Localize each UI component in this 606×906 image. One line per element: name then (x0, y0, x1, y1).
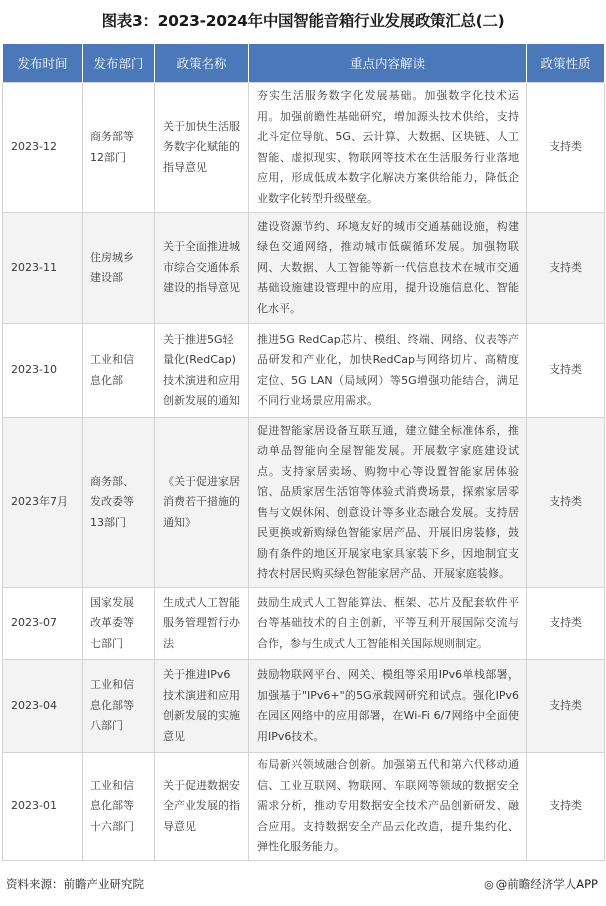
cell-date: 2023-10 (3, 324, 83, 418)
cell-date: 2023-07 (3, 588, 83, 660)
cell-policy: 《关于促进家居消费若干措施的通知》 (155, 418, 249, 588)
cell-policy: 关于加快生活服务数字化赋能的指导意见 (155, 83, 249, 213)
cell-nature: 支持类 (527, 418, 605, 588)
cell-date: 2023-01 (3, 753, 83, 861)
app-credit-label: @前瞻经济学人APP (495, 877, 598, 891)
table-row (3, 753, 605, 861)
qianzhan-logo-icon: ◎ (484, 878, 494, 891)
chart-title: 图表3：2023-2024年中国智能音箱行业发展政策汇总(二) (101, 12, 505, 30)
cell-content: 夯实生活服务数字化发展基础。加强数字化技术运用。加强前瞻性基础研究，增加源头技术供给，支持北斗定位导航、5G、云计算、大数据、区块链、人工智能、虚拟现实、物联网等技术在生活服务行业落地应用，形成低成本数字化解决方案供给能力，降低企业数字化转型升级壁垒。 (249, 83, 527, 213)
cell-dept: 住房城乡建设部 (83, 213, 155, 324)
cell-content: 鼓励生成式人工智能算法、框架、芯片及配套软件平台等基础技术的自主创新，平等互利开展国际交流与合作，参与生成式人工智能相关国际规则制定。 (249, 588, 527, 660)
cell-dept: 工业和信息化部等十六部门 (83, 753, 155, 861)
cell-date: 2023-04 (3, 660, 83, 753)
cell-date: 2023年7月 (3, 418, 83, 588)
header-content: 重点内容解读 (249, 44, 527, 83)
cell-dept: 工业和信息化部 (83, 324, 155, 418)
cell-nature: 支持类 (527, 213, 605, 324)
cell-dept: 商务部、发改委等13部门 (83, 418, 155, 588)
cell-nature: 支持类 (527, 660, 605, 753)
cell-content: 促进智能家居设备互联互通，建立健全标准体系，推动单品智能向全屋智能发展。开展数字家庭建设试点。支持家居卖场、购物中心等设置智能家居体验馆、品质家居生活馆等体验式消费场景，探索家居零售与文娱休闲、创意设计等多业态融合发展。支持居民更换或新购绿色智能家居产品、开展旧房装修，鼓励有条件的地区开展家电家具家装下乡，因地制宜支持农村居民购买绿色智能家居产品、开展家庭装修。 (249, 418, 527, 588)
cell-nature: 支持类 (527, 588, 605, 660)
cell-policy: 关于推进IPv6技术演进和应用创新发展的实施意见 (155, 660, 249, 753)
header-policy: 政策名称 (155, 44, 249, 83)
table-row (3, 83, 605, 213)
cell-content: 鼓励物联网平台、网关、模组等采用IPv6单栈部署，加强基于"IPv6+"的5G承载网研究和试点。强化IPv6在园区网络中的应用部署，在Wi-Fi 6/7网络中全面使用IPv6技术。 (249, 660, 527, 753)
app-credit[interactable] (484, 876, 598, 892)
table-row (3, 588, 605, 660)
cell-nature: 支持类 (527, 753, 605, 861)
table-row (3, 213, 605, 324)
cell-dept: 商务部等12部门 (83, 83, 155, 213)
table-row (3, 418, 605, 588)
cell-dept: 国家发展改革委等七部门 (83, 588, 155, 660)
cell-policy: 生成式人工智能服务管理暂行办法 (155, 588, 249, 660)
cell-nature: 支持类 (527, 83, 605, 213)
source-note: 资料来源：前瞻产业研究院 (6, 877, 144, 891)
cell-date: 2023-12 (3, 83, 83, 213)
cell-nature: 支持类 (527, 324, 605, 418)
cell-policy: 关于推进5G轻量化(RedCap)技术演进和应用创新发展的通知 (155, 324, 249, 418)
footer (0, 868, 606, 898)
cell-content: 布局新兴领域融合创新。加强第五代和第六代移动通信、工业互联网、物联网、车联网等领域的数据安全需求分析，推动专用数据安全技术产品创新研发、融合应用。支持数据安全产品云化改造，提升集约化、弹性化服务能力。 (249, 753, 527, 861)
policy-table (2, 44, 605, 861)
cell-content: 建设资源节约、环境友好的城市交通基础设施，构建绿色交通网络，推动城市低碳循环发展。加强物联网、大数据、人工智能等新一代信息技术在城市交通基础设施建设管理中的应用，提升设施信息化、智能化水平。 (249, 213, 527, 324)
table-header-row (3, 44, 605, 83)
header-nature: 政策性质 (527, 44, 605, 83)
header-date: 发布时间 (3, 44, 83, 83)
cell-policy: 关于促进数据安全产业发展的指导意见 (155, 753, 249, 861)
cell-date: 2023-11 (3, 213, 83, 324)
cell-policy: 关于全面推进城市综合交通体系建设的指导意见 (155, 213, 249, 324)
header-dept: 发布部门 (83, 44, 155, 83)
cell-content: 推进5G RedCap芯片、模组、终端、网络、仪表等产品研发和产业化，加快RedCap与网络切片、高精度定位、5G LAN（局域网）等5G增强功能结合，满足不同行业场景应用需求。 (249, 324, 527, 418)
table-row (3, 660, 605, 753)
cell-dept: 工业和信息化部等八部门 (83, 660, 155, 753)
table-row (3, 324, 605, 418)
